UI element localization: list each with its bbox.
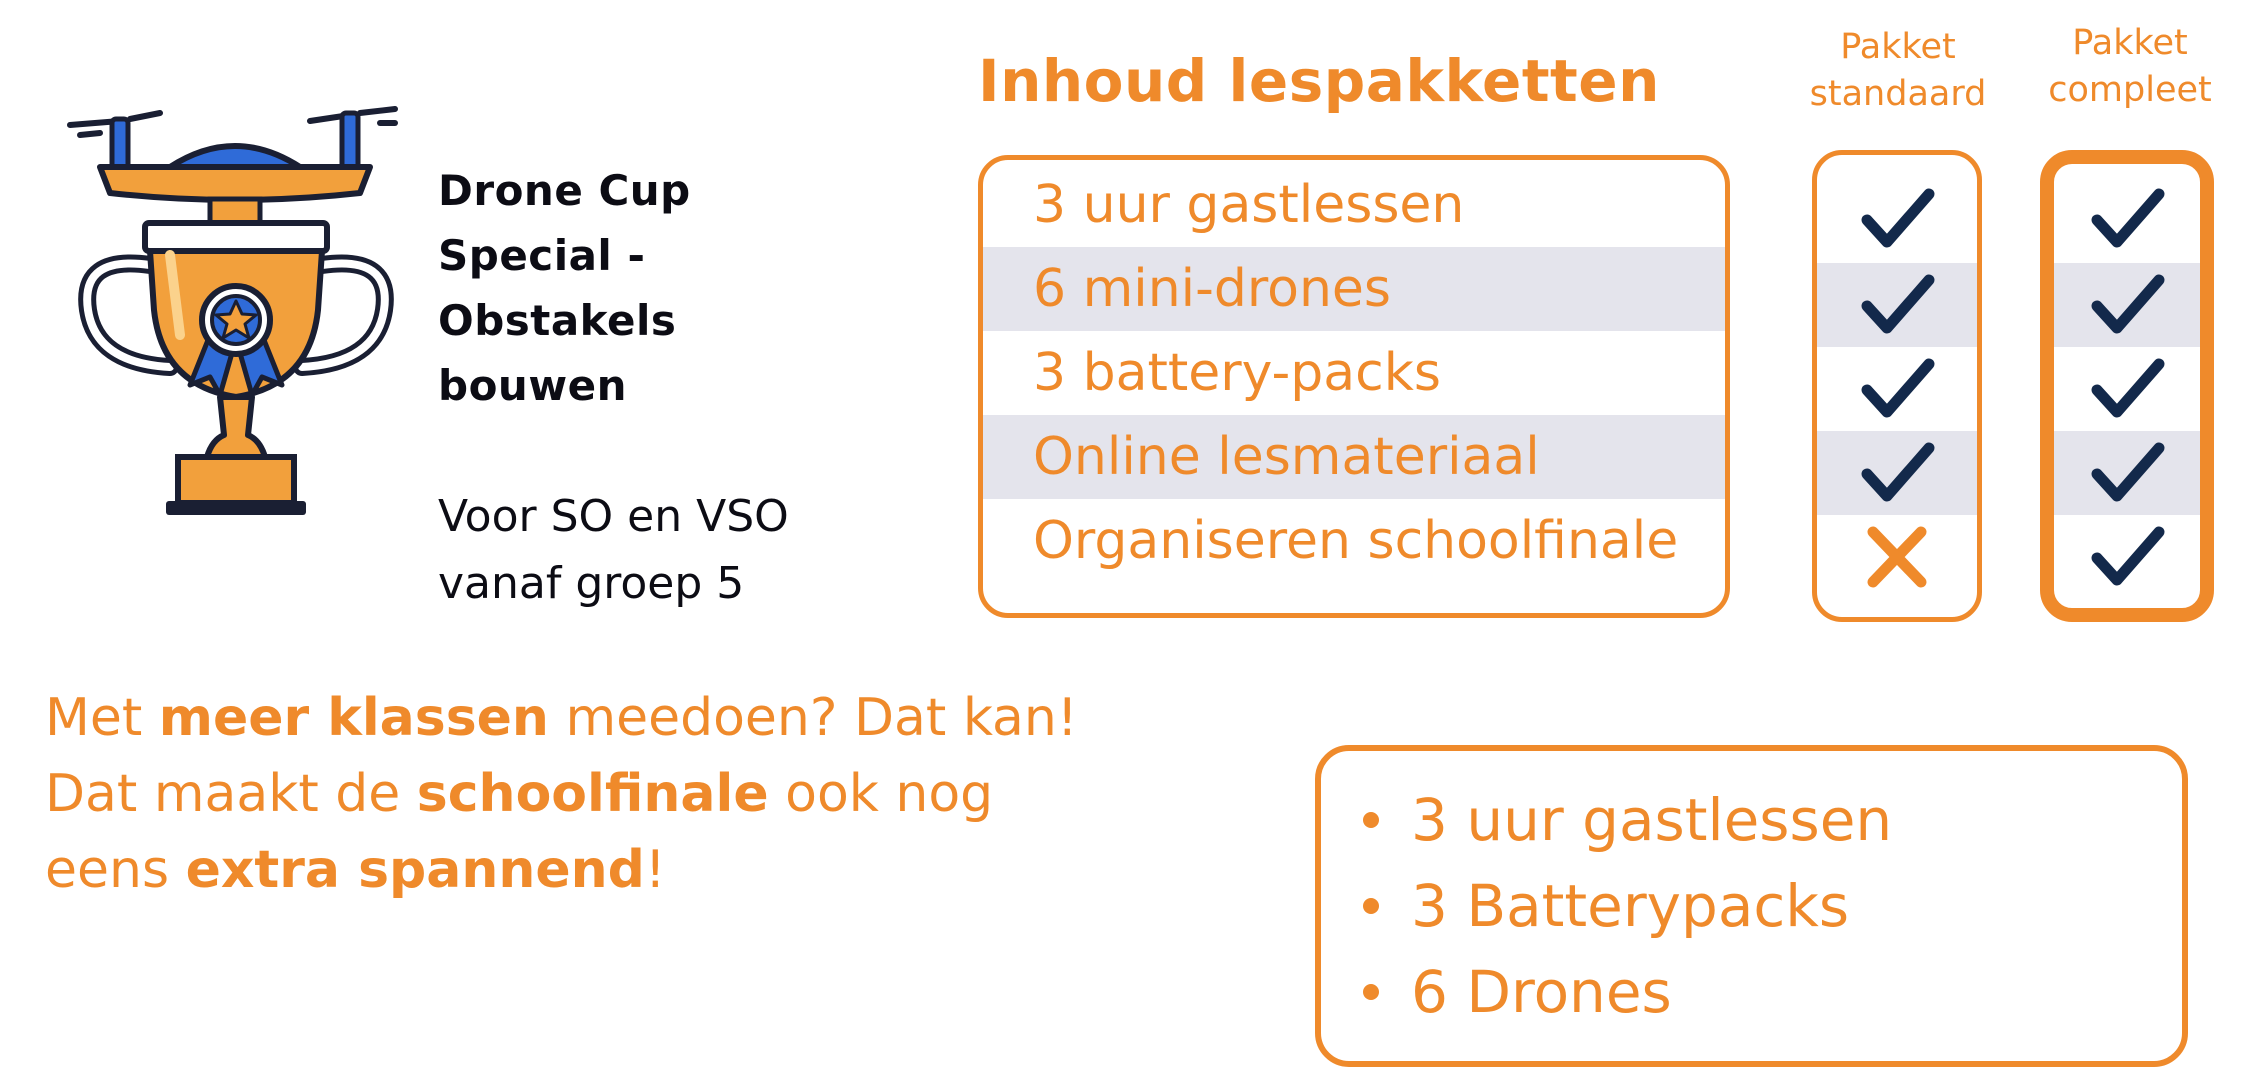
promo-line [45,756,1225,832]
column-header-line: compleet [2048,70,2212,110]
audience-line: vanaf groep 5 [438,558,745,609]
product-title-line: Drone Cup [438,166,691,215]
promo-fragment: Dat maakt de [45,764,417,824]
promo-fragment: eens [45,840,186,900]
product-title-line: bouwen [438,361,628,410]
extra-items-box [1315,745,2188,1067]
promo-text [45,680,1225,908]
column-compleet [2040,150,2214,622]
extra-item: 3 uur gastlessen [1411,777,1892,863]
check-icon [1857,270,1937,340]
promo-line [45,680,1225,756]
promo-fragment: ook nog [768,764,994,824]
promo-fragment: meedoen? Dat kan! [548,688,1078,748]
product-title-line: Special - [438,231,646,280]
feature-row: 6 mini-drones [983,247,1725,331]
column-header-line: standaard [1809,74,1987,114]
check-icon [1857,438,1937,508]
check-icon [2087,354,2167,424]
extra-items-list [1411,777,1892,1035]
promo-emphasis: extra spannend [185,840,645,900]
drone-trophy-icon [60,95,410,535]
check-icon [2087,438,2167,508]
check-icon [2087,184,2167,254]
column-header-line: Pakket [1840,27,1956,67]
product-title [438,158,778,418]
feature-list [978,155,1730,618]
check-icon [1857,354,1937,424]
feature-row: 3 battery-packs [1033,343,1441,403]
audience-text [438,483,858,617]
column-header-line: Pakket [2072,23,2188,63]
column-standaard [1812,150,1982,622]
promo-emphasis: meer klassen [158,688,549,748]
feature-row: 3 uur gastlessen [1033,175,1465,235]
check-icon [2087,522,2167,592]
feature-row: Organiseren schoolfinale [1033,511,1679,571]
column-header-standaard [1793,24,2003,118]
column-header-compleet [2020,20,2240,114]
check-icon [2087,270,2167,340]
extra-item: 3 Batterypacks [1411,863,1892,949]
section-title: Inhoud lespakketten [978,47,1660,115]
feature-row: Online lesmateriaal [983,415,1725,499]
cross-icon [1857,522,1937,592]
promo-fragment: ! [644,840,666,900]
promo-emphasis: schoolfinale [416,764,769,824]
check-icon [1857,184,1937,254]
promo-line [45,832,1225,908]
extra-item: 6 Drones [1411,949,1892,1035]
promo-fragment: Met [45,688,159,748]
product-title-line: Obstakels [438,296,677,345]
audience-line: Voor SO en VSO [438,491,789,542]
